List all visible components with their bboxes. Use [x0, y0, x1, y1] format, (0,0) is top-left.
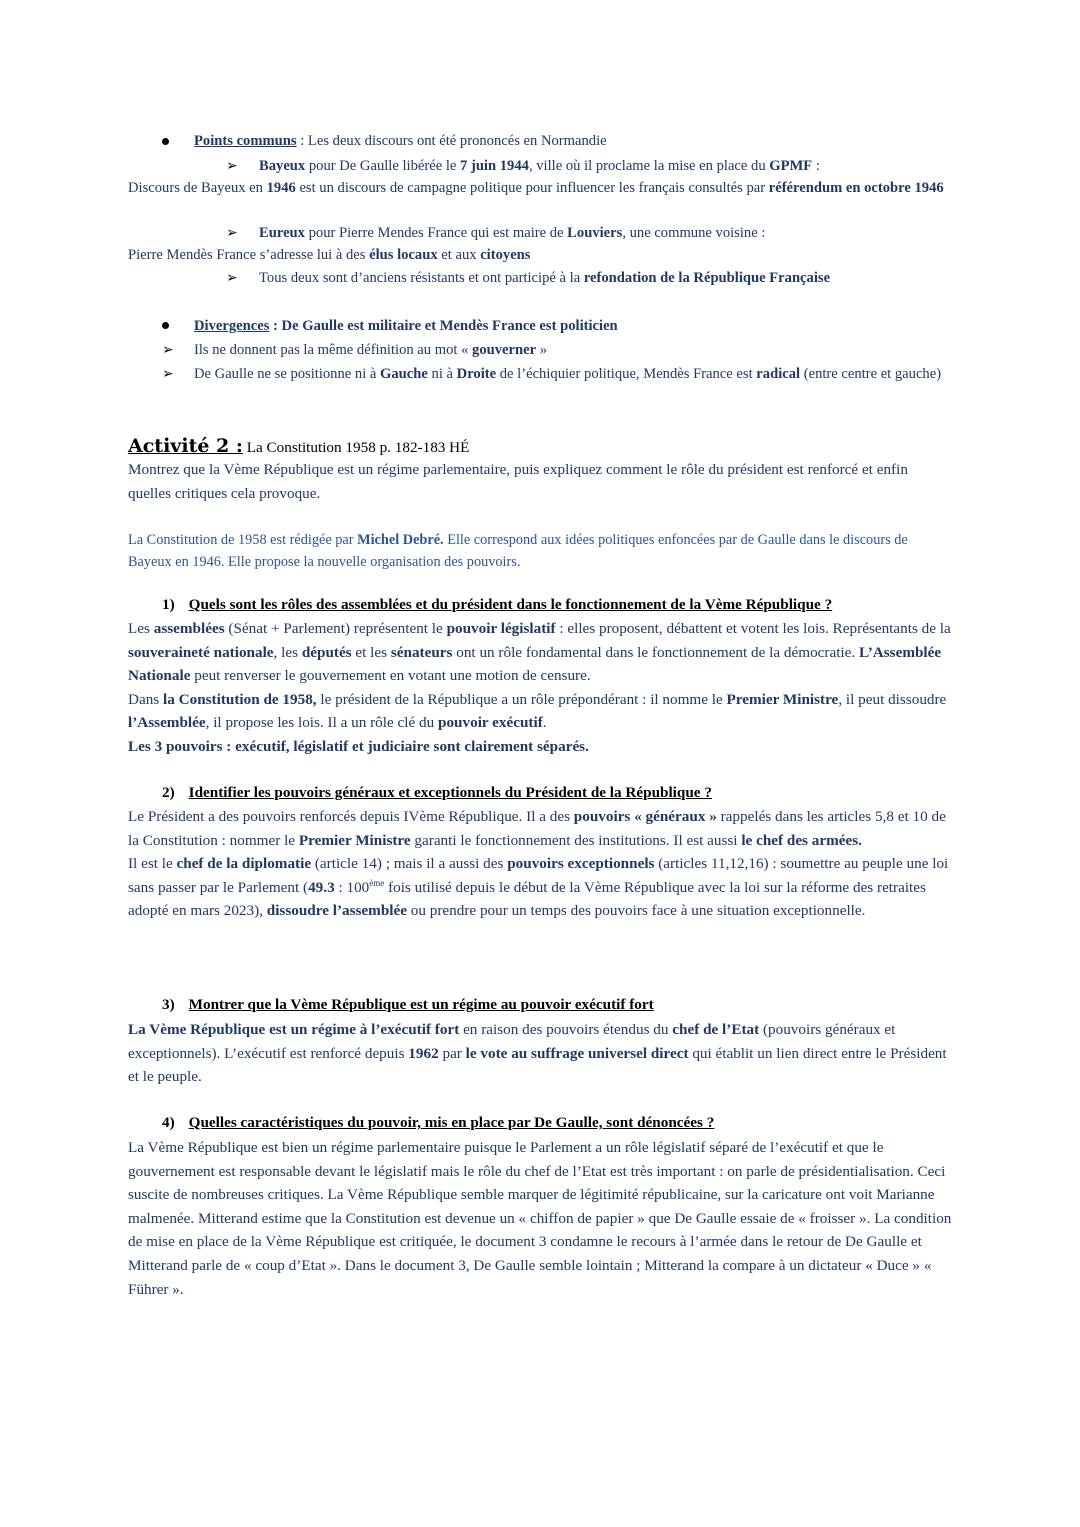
activity-title: La Constitution 1958 p. 182-183 HÉ: [242, 439, 470, 456]
text: pour De Gaulle libérée le: [305, 158, 461, 174]
points-communs-label: Points communs: [194, 133, 297, 149]
text: est un discours de campagne politique pour influencer les français consultés par: [295, 180, 769, 196]
text: , il propose les lois. Il a un rôle clé du: [205, 714, 439, 732]
points-communs-line: [194, 131, 607, 151]
text: ou prendre pour un temps des pouvoirs face à une situation exceptionnelle.: [406, 902, 866, 920]
elus-bold: élus locaux: [369, 247, 438, 263]
bold-term: la Constitution de 1958,: [163, 690, 317, 708]
text: ont un rôle fondamental dans le fonctionnement de la démocratie.: [452, 643, 859, 661]
date-bold: 7 juin 1944: [460, 158, 529, 174]
resistants-line: [259, 268, 830, 288]
text: garanti le fonctionnement des institutions. Il est aussi: [410, 831, 742, 849]
points-communs-text: : Les deux discours ont été prononcés en Normandie: [296, 133, 607, 149]
bold-term: 1962: [408, 1044, 439, 1062]
text: .: [542, 714, 547, 732]
refondation-bold: refondation de la République Française: [583, 270, 831, 286]
louviers-bold: Louviers: [567, 225, 623, 241]
bold-term: Premier Ministre: [298, 831, 411, 849]
radical-bold: radical: [756, 366, 801, 382]
pmf-line: [128, 245, 530, 265]
question-3-heading: [162, 995, 654, 1015]
bayeux-bold: Bayeux: [259, 158, 306, 174]
text: Le Président a des pouvoirs renforcés depuis IVème République. Il a des: [128, 808, 574, 825]
question-4-heading: [162, 1113, 714, 1133]
referendum-bold: référendum en octobre 1946: [768, 180, 944, 196]
text: Les: [128, 620, 154, 637]
bold-term: sénateurs: [390, 643, 453, 661]
bold-term: le vote au suffrage universel direct: [465, 1044, 689, 1062]
answer-4: La Vème République est bien un régime parlementaire puisque le Parlement a un rôle législatif séparé de l’exécutif et que le gouvernement est responsable devant le législatif mais le rôle du chef de l’Etat est très important : on parle de présidentialisation. Ceci suscite de nombreuses critiques. La Vème République semble marquer de légitimité républicaine, sur la caricature ont voit Marianne malmenée. Mitterand estime que la Constitution est devenue un « chiffon de papier » que De Gaulle essaie de « froisser ». La condition de mise en place de la Vème République est critiquée, le document 3 condamne le recours à l’armée dans le retour de De Gaulle et Mitterand parle de « coup d’Etat ». Dans le document 3, De Gaulle semble lointain ; Mitterand la compare à un dictateur « Duce » « Führer ».: [128, 1139, 952, 1298]
question-number: 4): [162, 1114, 175, 1131]
question-1-heading: [162, 595, 832, 615]
text: par: [438, 1044, 466, 1062]
bold-term: 49.3: [308, 878, 335, 896]
text: (entre centre et gauche): [800, 366, 942, 382]
year-bold: 1946: [266, 180, 296, 196]
bold-term: l’Assemblée: [128, 714, 206, 732]
bold-term: assemblées: [153, 620, 225, 637]
text: La Constitution de 1958 est rédigée par: [128, 532, 358, 548]
superscript: ème: [369, 877, 385, 888]
text: Ils ne donnent pas la même définition au mot «: [194, 342, 473, 358]
bold-term: La Vème République est un régime à l’exécutif fort: [128, 1021, 460, 1038]
text: : elles proposent, débattent et votent les lois. Représentants de la: [555, 620, 951, 637]
bold-term: pouvoir exécutif: [438, 714, 543, 732]
text: , ville où il proclame la mise en place du: [528, 158, 770, 174]
gouverner-bold: gouverner: [472, 342, 537, 358]
text: Il est le: [128, 855, 177, 873]
text: , il peut dissoudre: [838, 690, 947, 708]
arrow-bullet-icon: ➢: [162, 342, 174, 358]
eureux-bold: Eureux: [259, 225, 305, 241]
bold-term: pouvoirs exceptionnels: [507, 855, 655, 873]
text: qui établit un lien direct entre le Président et le peuple.: [128, 1044, 947, 1086]
droite-bold: Droite: [456, 366, 497, 382]
text: et aux: [437, 247, 481, 263]
activity-label: Activité 2 :: [128, 435, 243, 457]
bold-term: députés: [301, 643, 352, 661]
arrow-bullet-icon: ➢: [226, 270, 238, 286]
text: (Sénat + Parlement) représentent le: [224, 620, 447, 637]
bold-term: chef de l’Etat: [672, 1021, 760, 1038]
gouverner-line: [194, 340, 547, 360]
question-number: 3): [162, 996, 175, 1013]
question-title: Quelles caractéristiques du pouvoir, mis en place par De Gaulle, sont dénoncées ?: [188, 1114, 715, 1131]
text: pour Pierre Mendes France qui est maire de: [304, 225, 568, 241]
intro-paragraph: [128, 529, 952, 573]
text: rappelés dans les articles 5,8 et 10 de la Constitution : nommer le: [128, 808, 946, 849]
question-title: Identifier les pouvoirs généraux et exceptionnels du Président de la République ?: [188, 784, 712, 801]
gpmf-bold: GPMF: [769, 158, 813, 174]
question-number: 1): [162, 596, 175, 613]
bold-term: le chef des armées.: [741, 831, 862, 849]
text: (pouvoirs généraux et exceptionnels). L’exécutif est renforcé depuis: [128, 1021, 896, 1062]
divergences-line: Divergences : De Gaulle est militaire et Mendès France est politicien: [194, 318, 618, 334]
bold-term: pouvoir législatif: [446, 620, 556, 637]
bold-term: Les 3 pouvoirs : exécutif, législatif et judiciaire sont clairement séparés.: [128, 737, 589, 755]
question-2-heading: [162, 783, 712, 803]
arrow-bullet-icon: ➢: [162, 366, 174, 382]
text: (article 14) ; mais il a aussi des: [311, 855, 508, 873]
debre-bold: Michel Debré.: [357, 532, 444, 548]
text: en raison des pouvoirs étendus du: [459, 1021, 673, 1038]
activity-prompt: Montrez que la Vème République est un régime parlementaire, puis expliquez comment le rôle du président est renforcé et enfin quelles critiques cela provoque.: [128, 461, 908, 502]
activity-heading: [128, 434, 469, 460]
answer-2: [128, 805, 952, 923]
text: Elle correspond aux idées politiques enfoncées par de Gaulle dans le discours de Bayeux en 1946. Elle propose la nouvelle organisation des pouvoirs.: [128, 532, 908, 570]
text: Dans: [128, 690, 164, 708]
bold-term: Premier Ministre: [726, 690, 839, 708]
text: Pierre Mendès France s’adresse lui à des: [128, 247, 370, 263]
text: Tous deux sont d’anciens résistants et ont participé à la: [259, 270, 584, 286]
text: peut renverser le gouvernement en votant une motion de censure.: [190, 667, 591, 685]
citoyens-bold: citoyens: [480, 247, 531, 263]
text: le président de la République a un rôle prépondérant : il nomme le: [316, 690, 727, 708]
bold-term: chef de la diplomatie: [176, 855, 312, 873]
bayeux-line: [259, 156, 820, 176]
text: de l’échiquier politique, Mendès France est: [496, 366, 757, 382]
question-title: Quels sont les rôles des assemblées et du président dans le fonctionnement de la Vème République ?: [188, 596, 833, 613]
eureux-line: [259, 223, 765, 243]
divergences-label: Divergences: [194, 318, 270, 334]
text: fois utilisé depuis le début de la Vème République avec la loi sur la réforme des retraites adopté en mars 2023),: [128, 878, 926, 920]
text: , une commune voisine :: [622, 225, 766, 241]
gauche-bold: Gauche: [380, 366, 428, 382]
bold-term: souveraineté nationale: [128, 643, 274, 661]
arrow-bullet-icon: ➢: [226, 225, 238, 241]
bold-term: pouvoirs « généraux »: [573, 808, 717, 825]
text: :: [812, 158, 820, 174]
text: »: [536, 342, 548, 358]
text: : 100: [334, 878, 370, 896]
text: Discours de Bayeux en: [128, 180, 267, 196]
answer-3: [128, 1018, 952, 1089]
text: ni à: [427, 366, 457, 382]
arrow-bullet-icon: ➢: [226, 158, 238, 174]
text: , les: [273, 643, 302, 661]
discours-line: [128, 178, 944, 198]
position-line: [194, 364, 941, 384]
bold-term: dissoudre l’assemblée: [266, 902, 407, 920]
question-number: 2): [162, 784, 175, 801]
text: (articles 11,12,16) : soumettre au peuple une loi sans passer par le Parlement (: [128, 855, 949, 896]
text: et les: [351, 643, 391, 661]
bullet-icon: [162, 322, 169, 329]
text: De Gaulle ne se positionne ni à: [194, 366, 381, 382]
divergences-text: De Gaulle est militaire et Mendès France est politicien: [281, 318, 618, 334]
question-title: Montrer que la Vème République est un régime au pouvoir exécutif fort: [188, 996, 654, 1013]
bullet-icon: [162, 138, 169, 145]
bold-term: L’Assemblée Nationale: [128, 643, 942, 685]
answer-1: [128, 617, 952, 759]
